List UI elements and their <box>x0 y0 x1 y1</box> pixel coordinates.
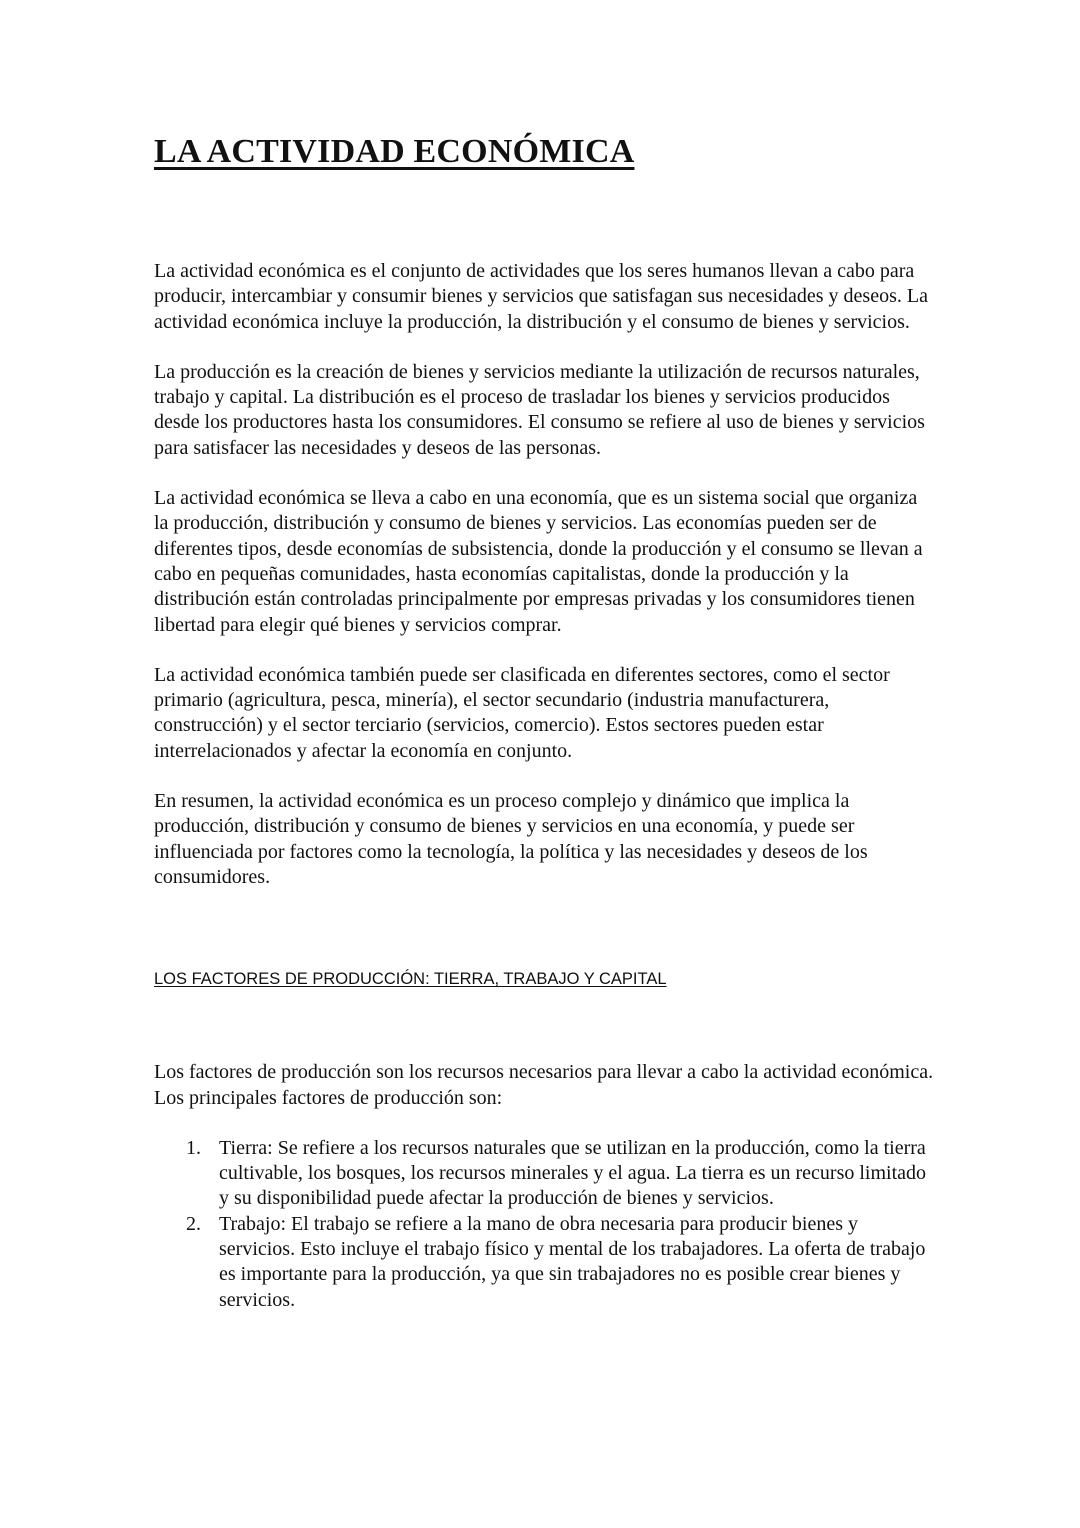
factors-list <box>154 1136 934 1313</box>
list-item-trabajo <box>154 1212 934 1313</box>
paragraph-definition: La actividad económica es el conjunto de actividades que los seres humanos llevan a cabo para producir, intercambiar y consumir bienes y servicios que satisfagan sus necesidades y deseos. La actividad económica incluye la producción, la distribución y el consumo de bienes y servicios. <box>154 260 928 333</box>
list-item-text: Tierra: Se refiere a los recursos naturales que se utilizan en la producción, como la tierra cultivable, los bosques, los recursos minerales y el agua. La tierra es un recurso limitado y su disponibilidad puede afectar la producción de bienes y servicios. <box>219 1136 927 1210</box>
list-item-number: 2. <box>186 1212 201 1235</box>
paragraph-summary: En resumen, la actividad económica es un proceso complejo y dinámico que implica la producción, distribución y consumo de bienes y servicios en una economía, y puede ser influenciada por factores como la tecnología, la política y las necesidades y deseos de los consumidores. <box>154 790 868 888</box>
paragraph-factors-intro: Los factores de producción son los recursos necesarios para llevar a cabo la actividad económica. Los principales factores de producción son: <box>154 1061 934 1109</box>
section-heading: LOS FACTORES DE PRODUCCIÓN: TIERRA, TRABAJO Y CAPITAL <box>154 970 667 989</box>
document-content <box>154 130 934 1313</box>
list-item-number: 1. <box>186 1136 201 1159</box>
paragraph-sectors: La actividad económica también puede ser clasificada en diferentes sectores, como el sector primario (agricultura, pesca, minería), el sector secundario (industria manufacturera, construcción) y el sector terciario (servicios, comercio). Estos sectores pueden estar interrelacionados y afectar la economía en conjunto. <box>154 663 890 762</box>
paragraph-production: La producción es la creación de bienes y servicios mediante la utilización de recursos naturales, trabajo y capital. La distribución es el proceso de trasladar los bienes y servicios producidos desde los productores hasta los consumidores. El consumo se refiere al uso de bienes y servicios para satisfacer las necesidades y deseos de las personas. <box>154 360 925 459</box>
paragraph-economy: La actividad económica se lleva a cabo en una economía, que es un sistema social que organiza la producción, distribución y consumo de bienes y servicios. Las economías pueden ser de diferentes tipos, desde economías de subsistencia, donde la producción y el consumo se llevan a cabo en pequeñas comunidades, hasta economías capitalistas, donde la producción y la distribución están controladas principalmente por empresas privadas y los consumidores tienen libertad para elegir qué bienes y servicios comprar. <box>154 487 923 636</box>
list-item-tierra <box>154 1136 934 1212</box>
list-item-text: Trabajo: El trabajo se refiere a la mano de obra necesaria para producir bienes y servicios. Esto incluye el trabajo físico y mental de los trabajadores. La oferta de trabajo es importante para la producción, ya que sin trabajadores no es posible crear bienes y servicios. <box>219 1212 926 1311</box>
page-title: LA ACTIVIDAD ECONÓMICA <box>154 133 635 170</box>
